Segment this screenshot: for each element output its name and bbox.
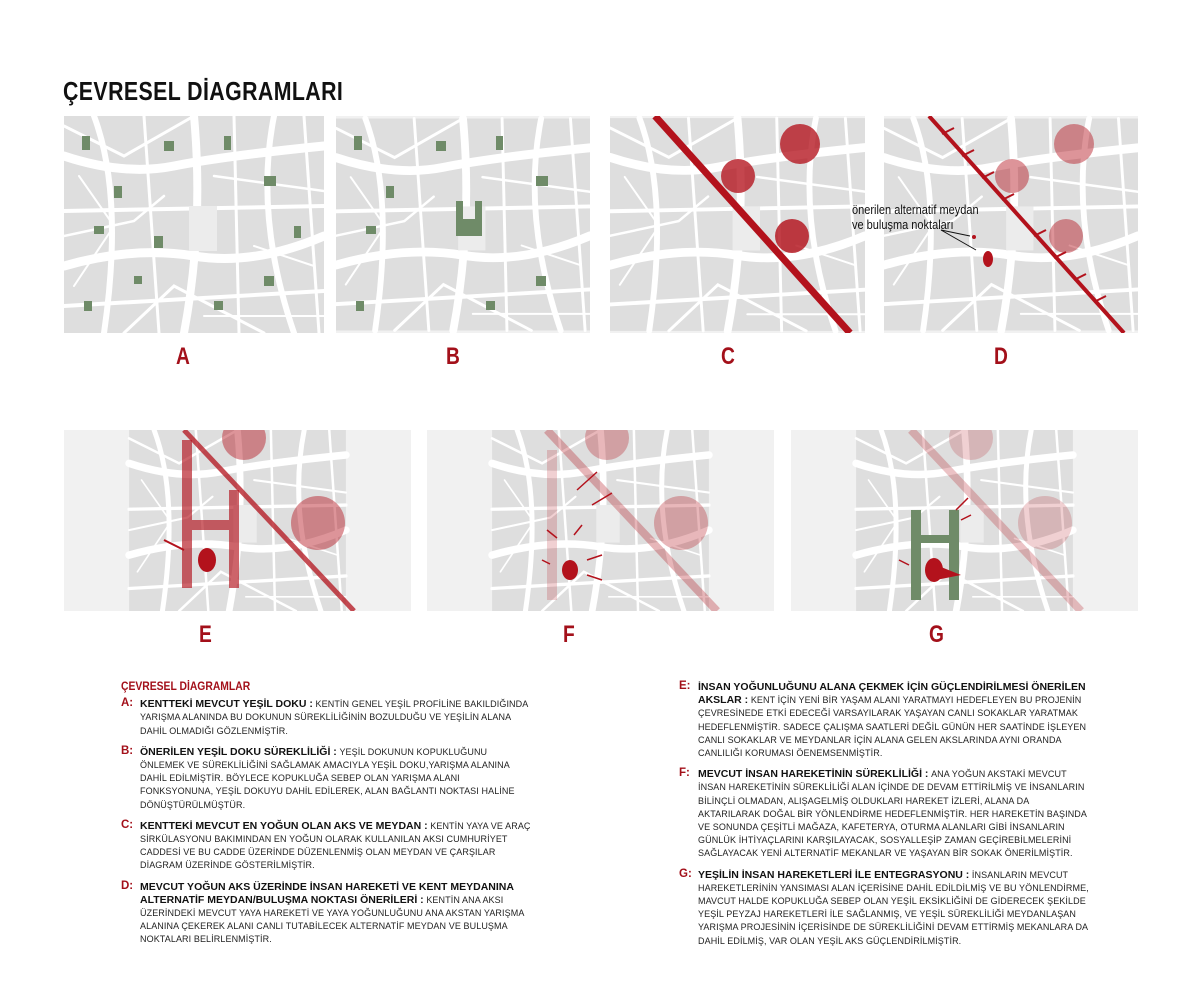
legend-item-text: ANA YOĞUN AKSTAKİ MEVCUT İNSAN HAREKETİNİN SÜREKLİLİĞİ ALAN İÇİNDE DE DEVAM ETTİRİLMİŞ VE İNSANLARIN BİLİNÇLİ OLMADAN, ALIŞAGELMİŞ OLDUKLARI HAREKET İZLERİ, ALANA DA AKTARILARAK DOĞAL BİR YÖNLENDİRME HEDEFLENMİŞTİR. HER HAREKETİN BAŞINDA VE SONUNDA ÇEŞİTLİ MAĞAZA, KAFETERYA, OTURMA ALANLARI GİBİ İNSANLARIN GÜNLÜK İHTİYAÇLARINI KARŞILAYACAK, SOSYALLEŞİP ZAMAN GEÇİREBİLMELERİNİ SAĞLAYACAK YENİ ALTERNATİF MEKANLAR VE YAŞAYAN BİR SOKAK ÖNERİLMİŞTİR. (698, 769, 1087, 859)
diagram-panel-f (427, 430, 774, 611)
legend-letter: B: (121, 744, 134, 757)
legend-letter: E: (679, 680, 691, 692)
legend-heading: ÇEVRESEL DİAGRAMLAR (121, 681, 251, 693)
legend-item-c (121, 820, 531, 873)
annotation-callout (852, 203, 979, 233)
panel-label-e: E (199, 621, 212, 648)
panel-label-c: C (721, 343, 735, 370)
legend-letter: C: (121, 818, 134, 831)
legend-letter: D: (121, 879, 134, 892)
legend-item-text: KENTİN YAYA VE ARAÇ SİRKÜLASYONU BAKIMINDAN EN YOĞUN OLARAK KULLANILAN AKSI CUMHURİYET CADDESİ VE BU CADDE ÜZERİNDE DÜZENLENMİŞ OLAN MEYDAN VE ÇARŞILAR DİAGRAM ÜZERİNDE GÖSTERİLMİŞTİR. (140, 820, 531, 871)
legend-left (121, 681, 531, 955)
legend-item-title: KENTTEKİ MEVCUT YEŞİL DOKU : (140, 698, 313, 711)
legend-item-g (679, 869, 1091, 948)
legend-item-title: MEVCUT İNSAN HAREKETİNİN SÜREKLİLİĞİ : (698, 768, 929, 781)
diagram-panel-g (791, 430, 1138, 611)
diagram-panel-b (336, 116, 590, 333)
panel-label-d: D (994, 343, 1008, 370)
legend-letter: F: (679, 767, 690, 780)
annotation-line-1: önerilen alternatif meydan (852, 203, 979, 217)
legend-item-text: İNSANLARIN MEVCUT HAREKETLERİNİN YANSIMASI ALAN İÇERİSİNE DAHİL EDİLDİLMİŞ VE BU YÖNLENDİRME, MAVCUT HALDE KOPUKLUĞA SEBEP OLAN YEŞİL EKSİKLİĞİNİ DE GİDERECEK ŞEKİLDE YEŞİL PEYZAJ HAREKETLERİ İLE SAĞLANMIŞ, VE YEŞİL SÜREKLİLİĞİ MEYDANLAŞAN YARIŞMA PROJESİNİN İÇERİSİNDE DE SÜREKLİLİĞİNİ DEVAM ETTİRMİŞ MEKANLARA DA DAHİL EDİLMİŞ, VAR OLAN YEŞİL AKS GÜÇLENDİRİLMİŞTİR. (698, 869, 1089, 946)
panel-label-a: A (176, 343, 190, 370)
panel-label-g: G (929, 621, 944, 648)
legend-item-text: KENTİN ANA AKSI ÜZERİNDEKİ MEVCUT YAYA HAREKETİ VE YAYA YOĞUNLUĞUNU ANA AKSTAN YARIŞMA ALANINA ÇEKEREK ALANI CANLI TUTABİLECEK ALTERNATİF MEYDAN VE BULUŞMA NOKTALARI BELİRLENMİŞTİR. (140, 894, 524, 945)
legend-item-title: KENTTEKİ MEVCUT EN YOĞUN OLAN AKS VE MEYDAN : (140, 819, 428, 832)
legend-item-title: İNSAN YOĞUNLUĞUNU ALANA ÇEKMEK İÇİN GÜÇLENDİRİLMESİ ÖNERİLEN AKSLAR : (698, 681, 1086, 707)
legend-item-a (121, 698, 531, 738)
diagram-panel-a (64, 116, 324, 333)
legend-letter: G: (679, 867, 692, 880)
legend-letter: A: (121, 697, 134, 710)
diagram-panel-c (610, 116, 865, 333)
legend-item-text: YEŞİL DOKUNUN KOPUKLUĞUNU ÖNLEMEK VE SÜREKLİLİĞİNİ SAĞLAMAK AMACIYLA YEŞİL DOKU,YARIŞMA ALANINA DAHİL EDİLMİŞTİR. BÖYLECE KOPUKLUĞA SEBEP OLAN YARIŞMA ALANI FONKSYONUNA, YEŞİL DOKUYU DAHİL EDİLEREK, ALAN BAĞLANTI NOKTASI HALİNE DÖNÜŞTÜRÜLMÜŞTÜR. (140, 746, 515, 810)
legend-item-title: MEVCUT YOĞUN AKS ÜZERİNDE İNSAN HAREKETİ VE KENT MEYDANINA ALTERNATİF MEYDAN/BULUŞMA NOKTASI ÖNERİLERİ : (140, 880, 514, 906)
annotation-line-2: ve buluşma noktaları (852, 218, 954, 232)
diagram-panel-e (64, 430, 411, 611)
legend-item-title: YEŞİLİN İNSAN HAREKETLERİ İLE ENTEGRASYONU : (698, 868, 970, 881)
legend-item-f (679, 768, 1091, 860)
legend-item-text: KENTİN GENEL YEŞİL PROFİLİNE BAKILDIĞINDA YARIŞMA ALANINDA BU DOKUNUN SÜREKLİLİĞİNİN BOZULDUĞU VE YEŞİLİN ALANA DAHİL OLMADIĞI GÖZLENMİŞTİR. (140, 699, 528, 736)
panel-label-f: F (563, 621, 575, 648)
legend-right (679, 681, 1091, 956)
legend-item-text: KENT İÇİN YENİ BİR YAŞAM ALANI YARATMAYI HEDEFLEYEN BU PROJENİN ÇEVRESİNEDE ETKİ EDECEĞİ VARSAYILARAK YAŞAYAN CANLI SOKAKLAR YARATMAK HEDEFLENMİŞTİR. SADECE ÇALIŞMA SAATLERİ DEĞİL GÜNÜN HER SAATİNDE İŞLEYEN CANLI SOKAKLAR VE MEYDANLAR İÇİN ALANA GELEN AKSLARINDA AYNI ORANDA CANLILIĞI KORUMASI ÖENEMSENMİŞTİR. (698, 695, 1087, 759)
legend-item-title: ÖNERİLEN YEŞİL DOKU SÜREKLİLİĞİ : (140, 745, 337, 758)
legend-item-e (679, 681, 1091, 760)
legend-item-d (121, 881, 531, 947)
legend-item-b (121, 746, 531, 812)
panel-label-b: B (446, 343, 460, 370)
page-title: ÇEVRESEL DİAGRAMLARI (63, 76, 344, 106)
